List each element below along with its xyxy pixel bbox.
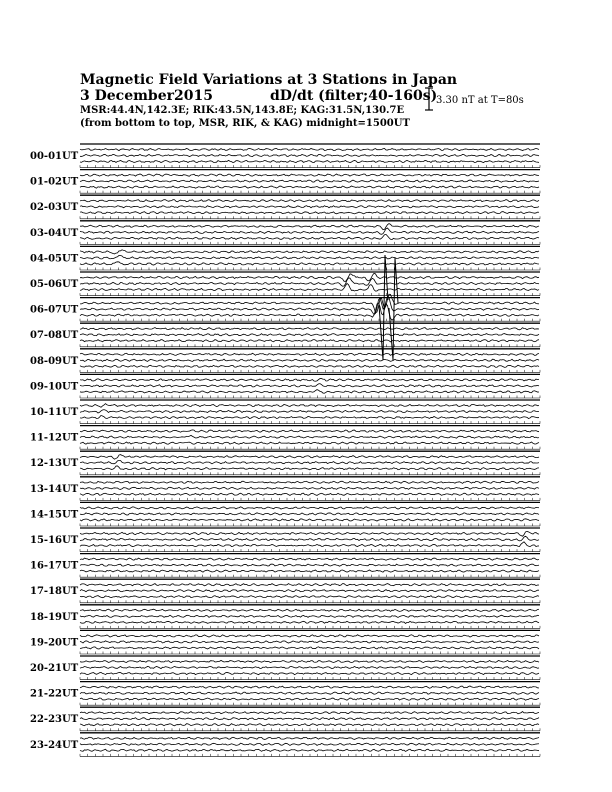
trace-RIK bbox=[80, 536, 539, 541]
minute-ticks bbox=[80, 191, 540, 194]
trace-KAG bbox=[80, 328, 539, 330]
trace-MSR bbox=[80, 749, 539, 751]
chart-date: 3 December2015 bbox=[80, 88, 213, 104]
trace-KAG bbox=[80, 609, 539, 611]
trace-KAG bbox=[80, 224, 539, 230]
trace-RIK bbox=[80, 513, 539, 515]
minute-ticks bbox=[80, 216, 540, 219]
trace-MSR bbox=[80, 519, 539, 521]
trace-RIK bbox=[80, 590, 539, 592]
row-label: 11-12UT bbox=[30, 432, 79, 444]
row-label: 12-13UT bbox=[30, 458, 79, 470]
row-13-14UT bbox=[30, 477, 540, 501]
row-06-07UT bbox=[30, 294, 540, 321]
trace-RIK bbox=[80, 564, 539, 566]
trace-KAG bbox=[80, 430, 539, 432]
minute-ticks bbox=[80, 600, 540, 603]
scale-bar-label: 3.30 nT at T=80s bbox=[436, 95, 524, 106]
trace-MSR bbox=[80, 542, 539, 547]
trace-MSR bbox=[80, 724, 539, 726]
trace-MSR bbox=[80, 442, 539, 444]
row-label: 13-14UT bbox=[30, 483, 79, 495]
minute-ticks bbox=[80, 242, 540, 245]
trace-MSR bbox=[80, 698, 539, 700]
trace-KAG bbox=[80, 531, 539, 536]
trace-KAG bbox=[80, 200, 539, 202]
trace-RIK bbox=[80, 359, 539, 361]
minute-ticks bbox=[80, 370, 540, 373]
row-label: 05-06UT bbox=[30, 279, 79, 290]
row-08-09UT bbox=[30, 349, 540, 373]
minute-ticks bbox=[80, 268, 540, 271]
trace-KAG bbox=[80, 481, 539, 483]
trace-MSR bbox=[80, 596, 539, 598]
row-label: 23-24UT bbox=[30, 739, 79, 751]
trace-KAG bbox=[80, 507, 539, 509]
row-01-02UT bbox=[30, 170, 540, 194]
trace-RIK bbox=[80, 692, 539, 694]
trace-RIK bbox=[80, 334, 539, 336]
minute-ticks bbox=[80, 293, 540, 296]
trace-RIK bbox=[80, 228, 539, 234]
trace-RIK bbox=[80, 743, 539, 745]
row-07-08UT bbox=[30, 323, 540, 347]
trace-KAG bbox=[80, 635, 539, 637]
row-label: 09-10UT bbox=[30, 381, 79, 393]
trace-KAG bbox=[80, 455, 539, 460]
row-label: 21-22UT bbox=[30, 688, 79, 700]
row-10-11UT bbox=[30, 400, 540, 424]
trace-RIK bbox=[80, 206, 539, 208]
trace-MSR bbox=[80, 672, 539, 674]
trace-KAG bbox=[80, 404, 539, 408]
row-12-13UT bbox=[30, 451, 540, 475]
row-03-04UT bbox=[30, 221, 540, 245]
row-05-06UT bbox=[30, 272, 540, 296]
station-order-note: (from bottom to top, MSR, RIK, & KAG) midnight=1500UT bbox=[80, 118, 410, 129]
row-04-05UT bbox=[30, 246, 540, 270]
trace-RIK bbox=[80, 410, 539, 413]
chart-title: Magnetic Field Variations at 3 Stations in Japan bbox=[80, 72, 458, 88]
minute-ticks bbox=[80, 498, 540, 501]
minute-ticks bbox=[80, 626, 540, 629]
row-18-19UT bbox=[30, 605, 540, 629]
trace-RIK bbox=[80, 180, 539, 182]
row-label: 07-08UT bbox=[30, 330, 79, 342]
row-09-10UT bbox=[30, 374, 540, 398]
trace-RIK bbox=[80, 461, 539, 464]
trace-MSR bbox=[80, 466, 539, 470]
minute-ticks bbox=[80, 421, 540, 424]
trace-RIK bbox=[80, 487, 539, 489]
trace-MSR bbox=[80, 415, 539, 418]
minute-ticks bbox=[80, 549, 540, 552]
row-label: 10-11UT bbox=[30, 407, 79, 418]
row-14-15UT bbox=[30, 502, 540, 526]
trace-MSR bbox=[80, 493, 539, 495]
row-20-21UT bbox=[30, 656, 540, 680]
row-label: 14-15UT bbox=[30, 509, 79, 521]
scale-bar bbox=[425, 88, 433, 110]
minute-ticks bbox=[80, 472, 540, 475]
trace-MSR bbox=[80, 647, 539, 649]
station-coordinates: MSR:44.4N,142.3E; RIK:43.5N,143.8E; KAG:31.5N,130.7E bbox=[80, 105, 405, 116]
row-11-12UT bbox=[30, 426, 540, 450]
minute-ticks bbox=[80, 754, 540, 757]
trace-MSR bbox=[80, 303, 539, 320]
trace-RIK bbox=[80, 154, 539, 156]
row-label: 16-17UT bbox=[30, 560, 79, 572]
trace-KAG bbox=[80, 250, 539, 254]
trace-MSR bbox=[80, 234, 539, 239]
row-21-22UT bbox=[30, 682, 540, 706]
row-label: 19-20UT bbox=[30, 637, 79, 649]
minute-ticks bbox=[80, 728, 540, 731]
row-00-01UT bbox=[30, 144, 540, 168]
row-label: 08-09UT bbox=[30, 355, 79, 367]
trace-RIK bbox=[80, 718, 539, 720]
trace-MSR bbox=[80, 365, 539, 367]
row-label: 17-18UT bbox=[30, 586, 79, 598]
row-02-03UT bbox=[30, 195, 540, 219]
trace-KAG bbox=[80, 712, 539, 714]
chart-filter: dD/dt (filter;40-160s) bbox=[270, 88, 438, 104]
trace-MSR bbox=[80, 621, 539, 623]
trace-MSR bbox=[80, 570, 539, 572]
trace-MSR bbox=[80, 160, 539, 162]
minute-ticks bbox=[80, 575, 540, 578]
row-label: 06-07UT bbox=[30, 304, 79, 316]
row-label: 20-21UT bbox=[30, 663, 79, 674]
row-label: 00-01UT bbox=[30, 151, 79, 162]
trace-MSR bbox=[80, 212, 539, 214]
minute-ticks bbox=[80, 703, 540, 706]
minute-ticks bbox=[80, 396, 540, 399]
minute-ticks bbox=[80, 447, 540, 450]
row-label: 02-03UT bbox=[30, 202, 79, 214]
trace-RIK bbox=[80, 296, 539, 314]
trace-RIK bbox=[80, 666, 539, 668]
trace-KAG bbox=[80, 584, 539, 586]
row-label: 22-23UT bbox=[30, 714, 79, 726]
row-22-23UT bbox=[30, 707, 540, 731]
trace-RIK bbox=[80, 435, 539, 438]
trace-KAG bbox=[80, 148, 539, 150]
trace-RIK bbox=[80, 255, 539, 259]
minute-ticks bbox=[80, 677, 540, 680]
row-15-16UT bbox=[30, 528, 540, 552]
row-label: 15-16UT bbox=[30, 535, 79, 546]
minute-ticks bbox=[80, 652, 540, 655]
row-23-24UT bbox=[30, 733, 540, 757]
trace-MSR bbox=[80, 186, 539, 188]
row-label: 18-19UT bbox=[30, 611, 79, 623]
trace-RIK bbox=[80, 615, 539, 617]
trace-KAG bbox=[80, 353, 539, 355]
minute-ticks bbox=[80, 344, 540, 347]
minute-ticks bbox=[80, 524, 540, 527]
row-16-17UT bbox=[30, 554, 540, 578]
trace-KAG bbox=[80, 273, 539, 281]
row-19-20UT bbox=[30, 630, 540, 654]
trace-MSR bbox=[80, 262, 539, 265]
trace-KAG bbox=[80, 686, 539, 688]
trace-KAG bbox=[80, 558, 539, 560]
row-17-18UT bbox=[30, 579, 540, 603]
trace-MSR bbox=[80, 340, 539, 342]
trace-MSR bbox=[80, 283, 539, 291]
trace-KAG bbox=[80, 660, 539, 662]
row-label: 04-05UT bbox=[30, 253, 79, 265]
trace-RIK bbox=[80, 641, 539, 643]
trace-KAG bbox=[80, 737, 539, 739]
minute-ticks bbox=[80, 319, 540, 322]
trace-KAG bbox=[80, 379, 539, 382]
row-label: 01-02UT bbox=[30, 176, 79, 188]
trace-MSR bbox=[80, 390, 539, 394]
trace-KAG bbox=[80, 174, 539, 176]
row-label: 03-04UT bbox=[30, 227, 79, 239]
trace-RIK bbox=[80, 384, 539, 387]
minute-ticks bbox=[80, 165, 540, 168]
trace-RIK bbox=[80, 278, 539, 286]
